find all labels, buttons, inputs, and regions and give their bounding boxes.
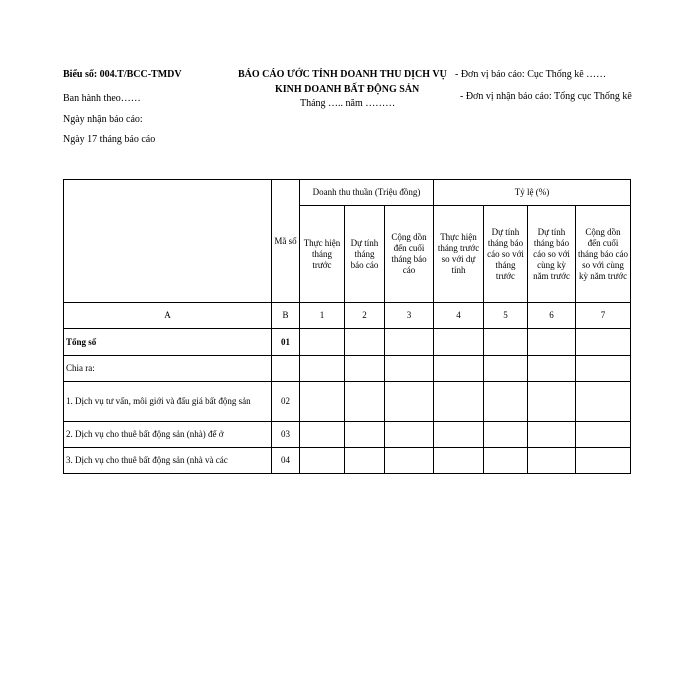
report-table xyxy=(63,179,631,474)
row-code: 03 xyxy=(272,422,300,448)
data-cell xyxy=(385,422,434,448)
table-row xyxy=(64,448,631,474)
data-cell xyxy=(300,422,345,448)
data-cell xyxy=(434,422,484,448)
data-cell xyxy=(528,382,576,422)
data-cell xyxy=(484,448,528,474)
header-col-3: Cộng dồn đến cuối tháng báo cáo xyxy=(385,206,434,303)
table-row xyxy=(64,329,631,356)
header-col-4: Thực hiện tháng trước so với dự tính xyxy=(434,206,484,303)
index-7: 7 xyxy=(576,303,631,329)
data-cell xyxy=(528,329,576,356)
data-cell xyxy=(300,329,345,356)
table-row xyxy=(64,356,631,382)
row-code xyxy=(272,356,300,382)
issued-by: Ban hành theo…… xyxy=(63,93,141,104)
report-period: Tháng ….. năm ……… xyxy=(300,98,396,109)
data-cell xyxy=(385,356,434,382)
data-cell xyxy=(576,356,631,382)
data-cell xyxy=(385,382,434,422)
data-cell xyxy=(528,356,576,382)
data-cell xyxy=(576,448,631,474)
data-cell xyxy=(345,382,385,422)
data-cell xyxy=(345,329,385,356)
index-1: 1 xyxy=(300,303,345,329)
report-title-line2: KINH DOANH BẤT ĐỘNG SẢN xyxy=(275,84,420,95)
data-cell xyxy=(528,448,576,474)
header-revenue-group: Doanh thu thuần (Triệu đồng) xyxy=(300,180,434,206)
index-a: A xyxy=(64,303,272,329)
report-title-line1: BÁO CÁO ƯỚC TÍNH DOANH THU DỊCH VỤ xyxy=(238,69,447,80)
table-row xyxy=(64,422,631,448)
data-cell xyxy=(484,329,528,356)
data-cell xyxy=(345,448,385,474)
form-code: Biểu số: 004.T/BCC-TMDV xyxy=(63,69,182,80)
index-4: 4 xyxy=(434,303,484,329)
row-code: 04 xyxy=(272,448,300,474)
data-cell xyxy=(345,356,385,382)
header-col-1: Thực hiện tháng trước xyxy=(300,206,345,303)
row-code: 02 xyxy=(272,382,300,422)
data-cell xyxy=(434,356,484,382)
data-cell xyxy=(484,382,528,422)
index-2: 2 xyxy=(345,303,385,329)
data-cell xyxy=(300,382,345,422)
data-cell xyxy=(385,448,434,474)
index-6: 6 xyxy=(528,303,576,329)
header-ratio-group: Tỷ lệ (%) xyxy=(434,180,631,206)
data-cell xyxy=(300,356,345,382)
row-label: 2. Dịch vụ cho thuê bất động sản (nhà) để ở xyxy=(64,422,272,448)
row-label: Tổng số xyxy=(64,329,272,356)
row-label: Chia ra: xyxy=(64,356,272,382)
header-blank-cell xyxy=(64,180,272,303)
data-cell xyxy=(528,422,576,448)
data-cell xyxy=(576,422,631,448)
header-col-2: Dự tính tháng báo cáo xyxy=(345,206,385,303)
data-cell xyxy=(300,448,345,474)
report-day: Ngày 17 tháng báo cáo xyxy=(63,134,156,145)
data-cell xyxy=(434,329,484,356)
index-5: 5 xyxy=(484,303,528,329)
table-row xyxy=(64,382,631,422)
data-cell xyxy=(484,422,528,448)
header-col-7: Cộng dồn đến cuối tháng báo cáo so với cùng kỳ năm trước xyxy=(576,206,631,303)
data-cell xyxy=(484,356,528,382)
header-col-6: Dự tính tháng báo cáo so với cùng kỳ năm trước xyxy=(528,206,576,303)
index-3: 3 xyxy=(385,303,434,329)
row-code: 01 xyxy=(272,329,300,356)
row-label: 3. Dịch vụ cho thuê bất động sản (nhà và các xyxy=(64,448,272,474)
receiving-unit: - Đơn vị nhận báo cáo: Tổng cục Thống kê xyxy=(460,91,632,102)
data-cell xyxy=(576,382,631,422)
header-col-5: Dự tính tháng báo cáo so với tháng trước xyxy=(484,206,528,303)
data-cell xyxy=(576,329,631,356)
receive-date: Ngày nhận báo cáo: xyxy=(63,114,143,125)
data-cell xyxy=(385,329,434,356)
data-cell xyxy=(434,448,484,474)
header-code: Mã số xyxy=(272,180,300,303)
reporting-unit: - Đơn vị báo cáo: Cục Thống kê …… xyxy=(455,69,607,80)
data-cell xyxy=(345,422,385,448)
row-label: 1. Dịch vụ tư vấn, môi giới và đấu giá bất động sản xyxy=(64,382,272,422)
data-cell xyxy=(434,382,484,422)
index-b: B xyxy=(272,303,300,329)
